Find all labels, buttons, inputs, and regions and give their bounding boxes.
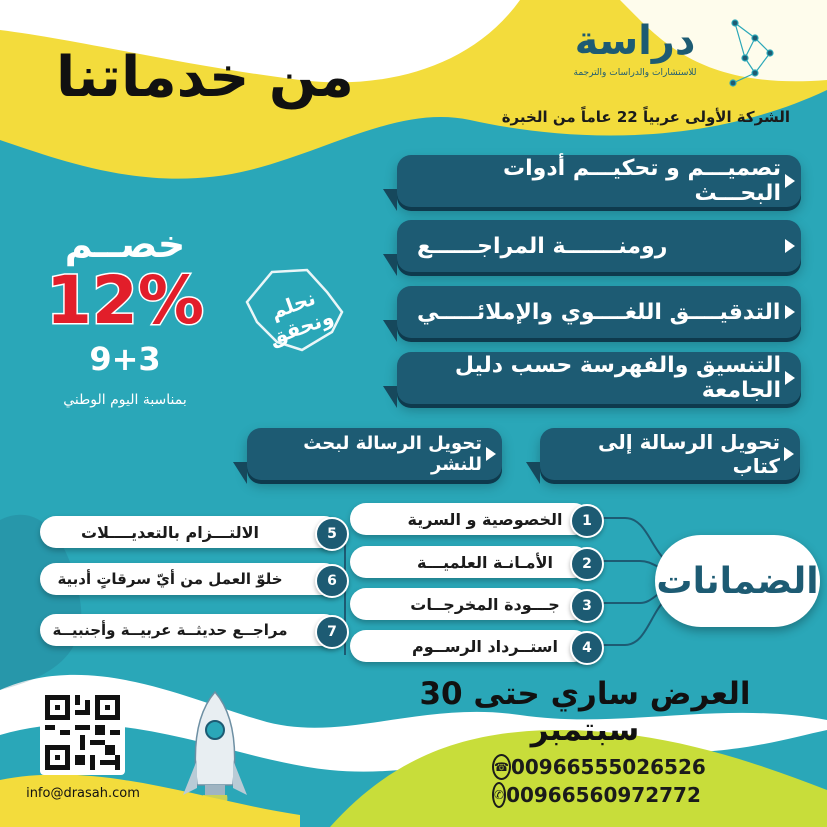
triangle-bullet-icon bbox=[486, 447, 496, 461]
service-label: تحويل الرسالة لبحث للنشر bbox=[303, 433, 482, 475]
rocket-illustration bbox=[175, 690, 255, 820]
guarantee-number-3: 3 bbox=[570, 589, 604, 623]
service-item-6 bbox=[247, 428, 502, 480]
service-label: التنسيق والفهرسة حسب دليل الجامعة bbox=[454, 353, 781, 403]
brand-name: دراسة bbox=[574, 18, 696, 64]
whatsapp-number: 00966560972772 bbox=[506, 783, 701, 807]
guarantee-label: جـــودة المخرجــات bbox=[410, 594, 560, 614]
service-item-1 bbox=[397, 155, 801, 207]
service-label: التدقيــــق اللغــــوي والإملائـــــي bbox=[417, 299, 781, 325]
discount-value: 12% bbox=[46, 262, 204, 339]
offer-validity: العرض ساري حتى 30 سبتمبر bbox=[419, 676, 751, 748]
guarantee-item-7 bbox=[40, 614, 340, 646]
phone-icon: ☎ bbox=[492, 754, 511, 780]
guarantee-label: الخصوصية و السرية bbox=[407, 509, 563, 529]
guarantee-number-2: 2 bbox=[570, 547, 604, 581]
phone-contact[interactable] bbox=[486, 754, 706, 780]
guarantee-label: مراجــع حديثــة عربيــة وأجنبيــة bbox=[52, 621, 288, 639]
guarantee-number-1: 1 bbox=[570, 504, 604, 538]
brand-tagline: الشركة الأولى عربياً 22 عاماً من الخبرة bbox=[501, 108, 790, 126]
guarantee-item-4 bbox=[350, 630, 590, 662]
service-item-2 bbox=[397, 220, 801, 272]
guarantee-item-2 bbox=[350, 546, 590, 578]
brand-subtitle: للاستشارات والدراسات والترجمة bbox=[573, 68, 697, 78]
qr-code-icon bbox=[45, 695, 120, 770]
guarantee-label: خلوّ العمل من أيّ سرقاتٍ أدبية bbox=[57, 570, 283, 588]
service-label: رومنـــــــة المراجــــــع bbox=[417, 233, 668, 259]
occasion-text: بمناسبة اليوم الوطني bbox=[63, 392, 187, 408]
occasion-number: 9+3 bbox=[89, 340, 161, 378]
guarantees-badge bbox=[655, 535, 820, 627]
phone-number: 00966555026526 bbox=[510, 755, 706, 779]
service-item-5 bbox=[540, 428, 800, 480]
guarantee-number-5: 5 bbox=[315, 517, 349, 551]
guarantee-item-1 bbox=[350, 503, 590, 535]
page-title: من خدماتنا bbox=[56, 45, 354, 110]
guarantee-label: الأمـانـة العلميـــة bbox=[417, 552, 553, 572]
triangle-bullet-icon bbox=[785, 305, 795, 319]
qr-code bbox=[40, 690, 125, 775]
guarantee-number-6: 6 bbox=[315, 564, 349, 598]
guarantee-item-5 bbox=[40, 516, 340, 548]
guarantee-number-4: 4 bbox=[570, 631, 604, 665]
discount-word: خصــم bbox=[64, 222, 186, 266]
brand-network-icon bbox=[725, 18, 785, 88]
triangle-bullet-icon bbox=[785, 371, 795, 385]
guarantee-number-7: 7 bbox=[315, 615, 349, 649]
service-label: تحويل الرسالة إلى كتاب bbox=[598, 430, 780, 478]
guarantees-title: الضمانات bbox=[656, 560, 819, 602]
national-day-slogan: نحلم ونحقق bbox=[265, 285, 337, 350]
triangle-bullet-icon bbox=[785, 239, 795, 253]
whatsapp-icon: ✆ bbox=[492, 782, 506, 808]
triangle-bullet-icon bbox=[784, 447, 794, 461]
service-label: تصميـــم و تحكيـــم أدوات البحـــث bbox=[503, 156, 781, 206]
service-item-4 bbox=[397, 352, 801, 404]
guarantee-item-6 bbox=[40, 563, 340, 595]
guarantee-label: استــرداد الرســوم bbox=[412, 636, 558, 656]
triangle-bullet-icon bbox=[785, 174, 795, 188]
guarantee-label: الالتـــزام بالتعديــــلات bbox=[81, 522, 260, 542]
guarantee-item-3 bbox=[350, 588, 590, 620]
email-text[interactable]: info@drasah.com bbox=[26, 786, 140, 801]
national-day-logo bbox=[232, 262, 352, 362]
service-item-3 bbox=[397, 286, 801, 338]
brand-logo bbox=[560, 18, 780, 88]
whatsapp-contact[interactable] bbox=[486, 782, 701, 808]
